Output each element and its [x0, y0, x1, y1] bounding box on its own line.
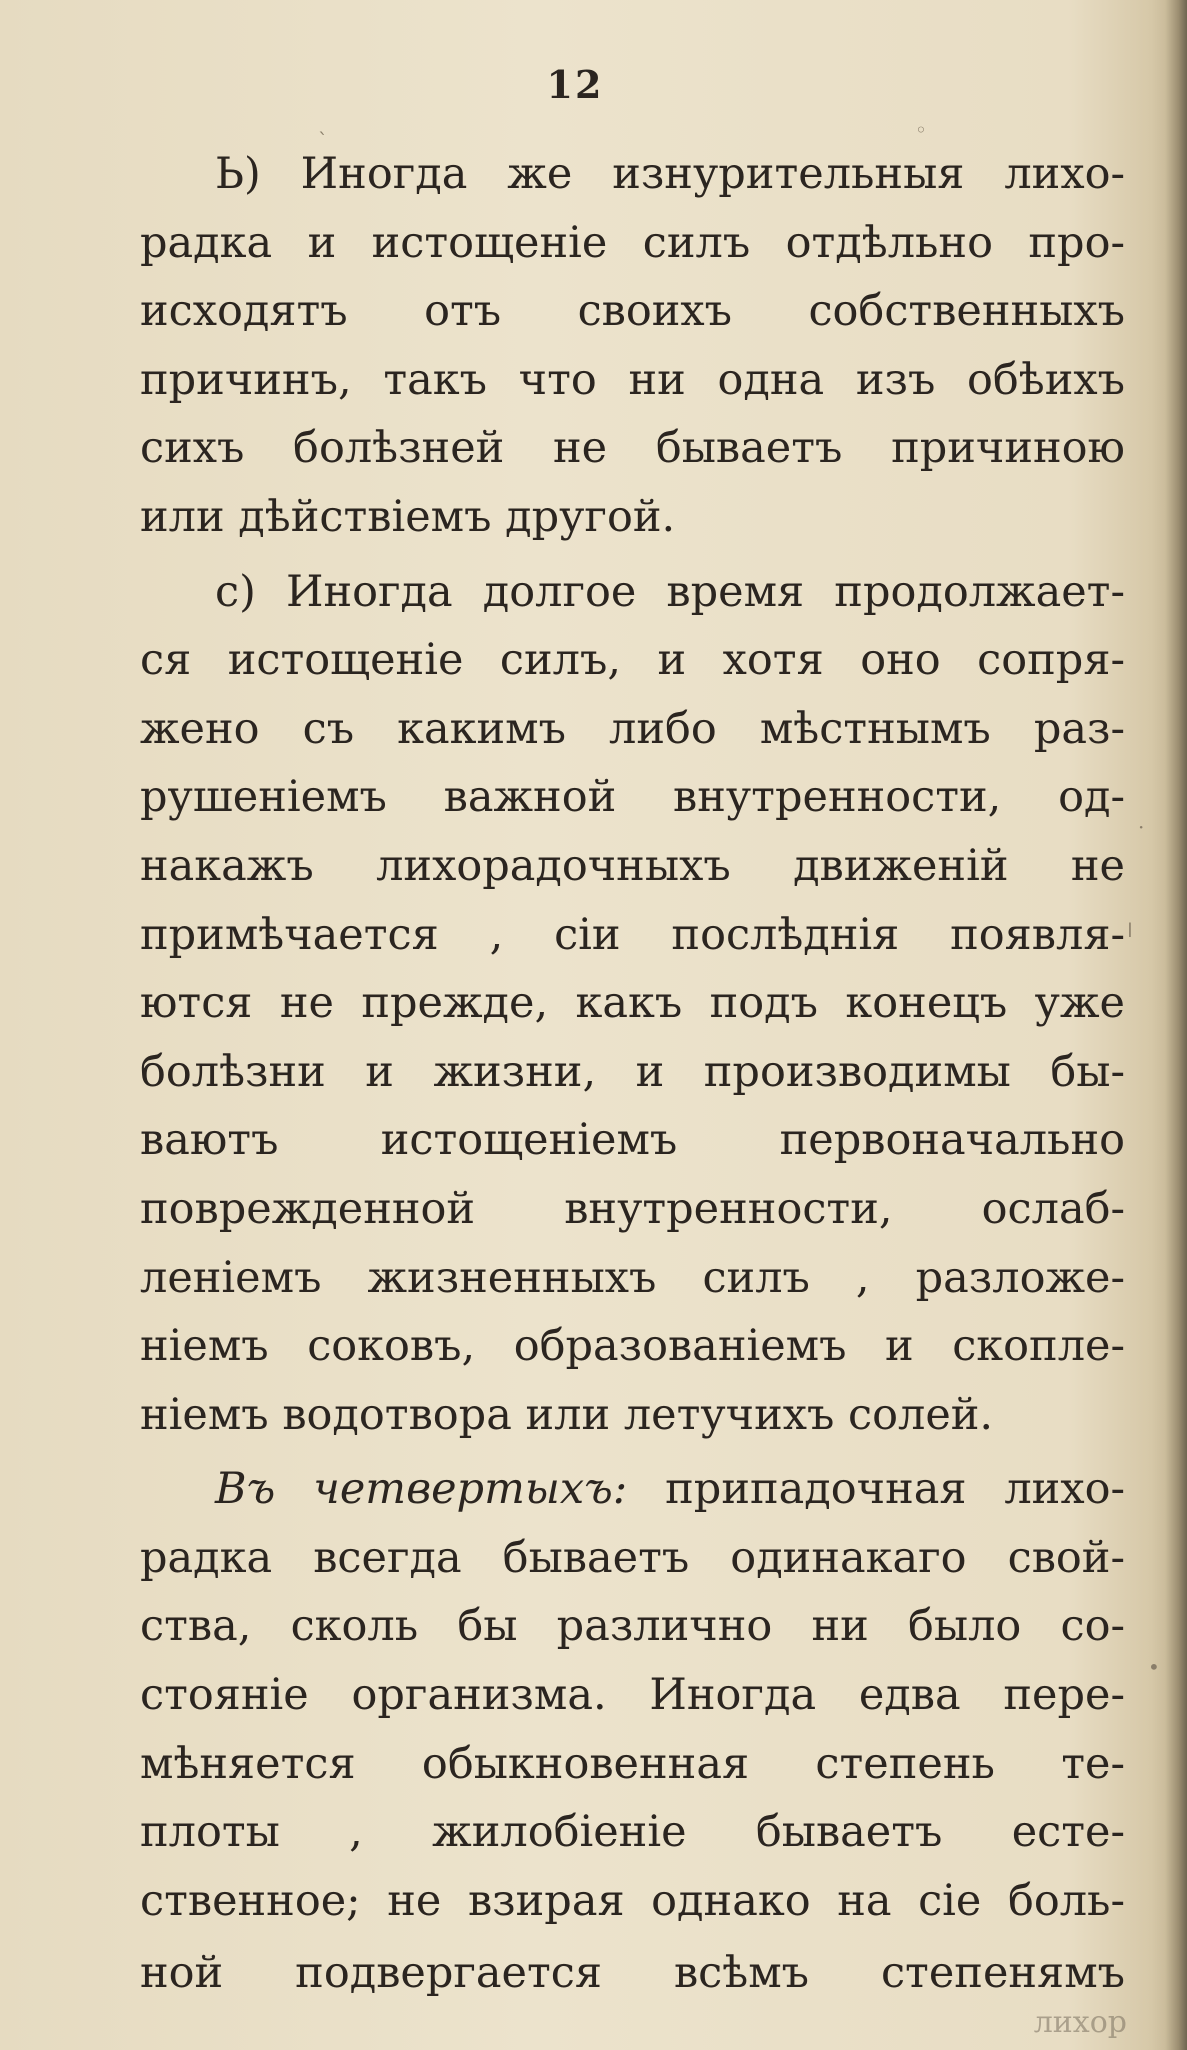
- text-line: с) Иногда долгое время продолжает-: [215, 566, 1125, 617]
- paper-speck: ·: [1138, 815, 1145, 839]
- text-line: плоты , жилобіеніе бываетъ есте-: [140, 1807, 1125, 1858]
- text-line: ніемъ водотвора или летучихъ солей.: [140, 1389, 994, 1440]
- text-line: ся истощеніе силъ, и хотя оно сопря-: [140, 635, 1125, 686]
- binding-edge: [1165, 0, 1187, 2050]
- text-line: жено съ какимъ либо мѣстнымъ раз-: [140, 703, 1125, 754]
- text-line: ваютъ истощеніемъ первоначально: [140, 1115, 1125, 1166]
- text-line: накажъ лихорадочныхъ движеній не: [140, 840, 1125, 891]
- text-line: болѣзни и жизни, и производимы бы-: [140, 1046, 1125, 1097]
- text-line: стояніе организма. Иногда едва пере-: [140, 1670, 1125, 1721]
- text-line: ніемъ соковъ, образованіемъ и скопле-: [140, 1321, 1125, 1372]
- text-line: радка и истощеніе силъ отдѣльно про-: [140, 217, 1125, 268]
- paper-speck: ǀ: [1127, 918, 1133, 942]
- text-line: примѣчается , сіи послѣднія появля-: [140, 909, 1125, 960]
- text-line: поврежденной внутренности, ослаб-: [140, 1183, 1125, 1234]
- body-text: [140, 140, 1125, 2008]
- text-line: ной подвергается всѣмъ степенямъ: [140, 1948, 1125, 1999]
- text-line: исходятъ отъ своихъ собственныхъ: [140, 286, 1125, 337]
- text-line: мѣняется обыкновенная степень те-: [140, 1738, 1125, 1789]
- catchword: лихор: [1033, 2005, 1127, 2040]
- text-line: леніемъ жизненныхъ силъ , разложе-: [140, 1252, 1125, 1303]
- paper-speck: ◦: [915, 118, 927, 142]
- text-line: рушеніемъ важной внутренности, од-: [140, 772, 1125, 823]
- text-line: Ь) Иногда же изнурительныя лихо-: [215, 149, 1125, 199]
- text-line-with-italic-lead: [140, 1455, 1125, 1524]
- page-number: 12: [546, 62, 604, 107]
- paper-speck: ˋ: [318, 128, 328, 152]
- text-line: ственное; не взирая однако на сіе боль-: [140, 1875, 1125, 1926]
- text-line: или дѣйствіемъ другой.: [140, 491, 676, 542]
- text-line: сихъ болѣзней не бываетъ причиною: [140, 423, 1125, 474]
- text-line: ются не прежде, какъ подъ конецъ уже: [140, 978, 1125, 1029]
- text-line: ства, сколь бы различно ни было со-: [140, 1601, 1125, 1652]
- italic-lead: Въ четвертыхъ:: [215, 1464, 628, 1515]
- text-line: радка всегда бываетъ одинакаго свой-: [140, 1532, 1125, 1583]
- text-line-rest: припадочная лихо-: [665, 1464, 1125, 1515]
- paper-speck: •: [1148, 1655, 1160, 1679]
- text-line: причинъ, такъ что ни одна изъ обѣихъ: [140, 354, 1125, 405]
